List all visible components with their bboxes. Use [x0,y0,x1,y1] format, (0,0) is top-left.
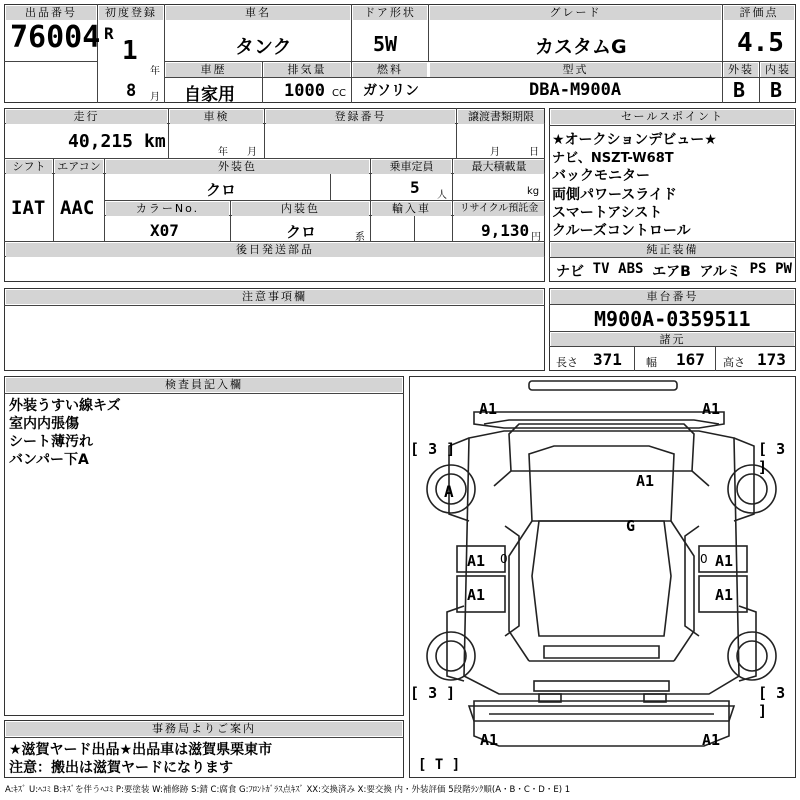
door-type: 5W [373,32,398,56]
mileage-unit: km [144,131,166,152]
chassis-number: M900A-0359511 [594,307,751,331]
month-unit: 月 [150,92,160,103]
mirror-right: 0 [700,552,708,566]
equipment-title: 純正装備 [551,243,794,257]
reg-era: R [104,24,114,43]
ext-color-value: クロ [206,181,237,199]
inspector-line-3: シート薄汚れ [9,434,93,450]
int-color-unit: 系 [355,232,365,243]
legend: A:ｷｽﾞ U:ﾍｺﾐ B:ｷｽﾞを伴うﾍｺﾐ P:要塗装 W:補修跡 S:錆 C:腐食 G:ﾌﾛﾝﾄｶﾞﾗｽ点ｷｽﾞ XX:交換済み X:要交換 内・外装評価 5段階ﾗﾝｸ順(A・B・C・D・E) 1 [5,785,571,795]
grade-label: グレード [430,6,721,20]
sales-point-4: 両側パワースライド [552,187,677,203]
color-no-value: X07 [150,221,179,240]
mark-rear-right: A1 [702,731,721,749]
mark-door-rl: A1 [467,586,486,604]
sales-point-5: スマートアシスト [552,205,663,221]
spec-title: 諸元 [551,333,794,347]
height-label: 高さ [723,356,745,369]
length-value: 371 [593,350,622,369]
tire-fl-value: 3 [428,440,438,458]
equipment-alloy: アルミ [699,264,741,280]
chassis-title: 車台番号 [551,290,794,304]
interior-grade: B [770,78,783,102]
shift-label: シフト [6,160,52,174]
sales-points-title: セールスポイント [551,110,794,124]
aircon-value: AAC [60,197,95,219]
sales-point-1: ★オークションデビュー★ [552,132,717,148]
reg-year: 1 [122,36,138,66]
plate-label: 登録番号 [266,110,455,124]
mark-door-fr: A1 [715,552,734,570]
office-line-2: 注意：搬出は滋賀ヤードになります [9,760,233,776]
int-color-value: クロ [286,223,317,241]
score-label: 評価点 [724,6,794,20]
displacement-label: 排気量 [264,63,350,77]
sales-point-6: クルーズコントロール [552,223,691,239]
tire-fr: [ 3 ] [758,440,786,476]
mark-wheel-fl: A [444,482,454,501]
width-value: 167 [676,350,705,369]
fuel-value: ガソリン [363,83,419,99]
car-name-label: 車名 [166,6,350,20]
door-label: ドア形状 [353,6,427,20]
later-parts-label: 後日発送部品 [6,243,544,257]
aircon-label: エアコン [55,160,103,174]
inspection-label: 車検 [170,110,263,124]
first-reg-label: 初度登録 [99,6,163,20]
reg-month: 8 [126,81,137,101]
mark-windshield: G [626,517,636,535]
car-diagram [409,376,796,778]
tire-rr: [ 3 ] [758,684,786,720]
sales-point-3: バックモニター [552,168,650,184]
equipment-ps: PS [749,261,767,277]
mirror-left: 0 [500,552,508,566]
import-label: 輸入車 [372,202,451,216]
model-label: 型式 [430,63,721,77]
tire-rl: [ 3 ] [410,684,456,702]
equipment-pw: PW [775,261,792,277]
mark-front-left: A1 [479,400,498,418]
tire-fl: [ 3 ] [410,440,456,458]
ext-color-label: 外装色 [106,160,369,174]
inspection-month-unit: 月 [247,147,257,158]
tire-fr-value: 3 [776,440,786,458]
transfer-label: 譲渡書類期限 [458,110,544,124]
capacity-label: 乗車定員 [372,160,451,174]
recycle-unit: 円 [531,232,541,243]
length-label: 長さ [556,356,578,369]
recycle-value: 9,130 [481,221,530,240]
history-label: 車歴 [166,63,261,77]
height-value: 173 [757,350,786,369]
equipment-tv: TV [592,261,610,277]
history-value: 自家用 [184,85,235,105]
displacement-value: 1000 [284,81,325,101]
width-label: 幅 [646,356,657,369]
mark-rear-left: A1 [480,731,499,749]
interior-label: 内装 [761,63,795,77]
office-line-1: ★滋賀ヤード出品★出品車は滋賀県栗東市 [9,742,273,758]
car-name: タンク [235,36,292,58]
inspection-year-unit: 年 [218,147,228,158]
trunk-value: T [434,757,444,773]
mark-hood: A1 [636,472,655,490]
tire-rl-value: 3 [428,684,438,702]
equipment-list [556,261,792,281]
sales-point-2: ナビ、NSZT-W68T [552,151,674,166]
lot-number: 76004 [10,20,101,55]
equipment-navi: ナビ [556,264,584,280]
mark-door-rr: A1 [715,586,734,604]
inspector-line-1: 外装うすい線キズ [9,398,121,414]
model-code: DBA-M900A [529,80,622,100]
maxload-label: 最大積載量 [454,160,544,174]
transfer-month-unit: 月 [490,147,500,158]
tire-rr-value: 3 [776,684,786,702]
color-no-label: カラーNo. [106,202,229,216]
equipment-abs: ABS [618,261,644,277]
mark-door-fl: A1 [467,552,486,570]
inspector-title: 検査員記入欄 [6,378,402,392]
equipment-airbag: エアB [652,264,691,280]
exterior-grade: B [733,78,746,102]
inspector-line-2: 室内内張傷 [9,416,79,432]
grade: カスタムG [535,36,627,58]
transfer-day-unit: 日 [529,147,539,158]
score-value: 4.5 [737,28,784,58]
maxload-unit: kg [527,186,540,197]
office-title: 事務局よりご案内 [6,722,402,736]
mileage-label: 走行 [6,110,167,124]
inspector-line-4: バンパー下A [9,452,89,468]
recycle-label: リサイクル預託金 [454,202,544,216]
lot-label: 出品番号 [6,6,96,20]
notes-title: 注意事項欄 [6,290,543,304]
mark-front-right: A1 [702,400,721,418]
trunk-mark: [ T ] [418,757,461,773]
capacity-unit: 人 [437,190,447,201]
displacement-unit: CC [332,88,346,99]
year-unit: 年 [150,66,160,77]
int-color-label: 内装色 [232,202,369,216]
fuel-label: 燃料 [353,63,427,77]
exterior-label: 外装 [724,63,758,77]
mileage-value: 40,215 [68,131,134,152]
shift-value: IAT [11,197,46,219]
capacity-value: 5 [410,178,420,197]
